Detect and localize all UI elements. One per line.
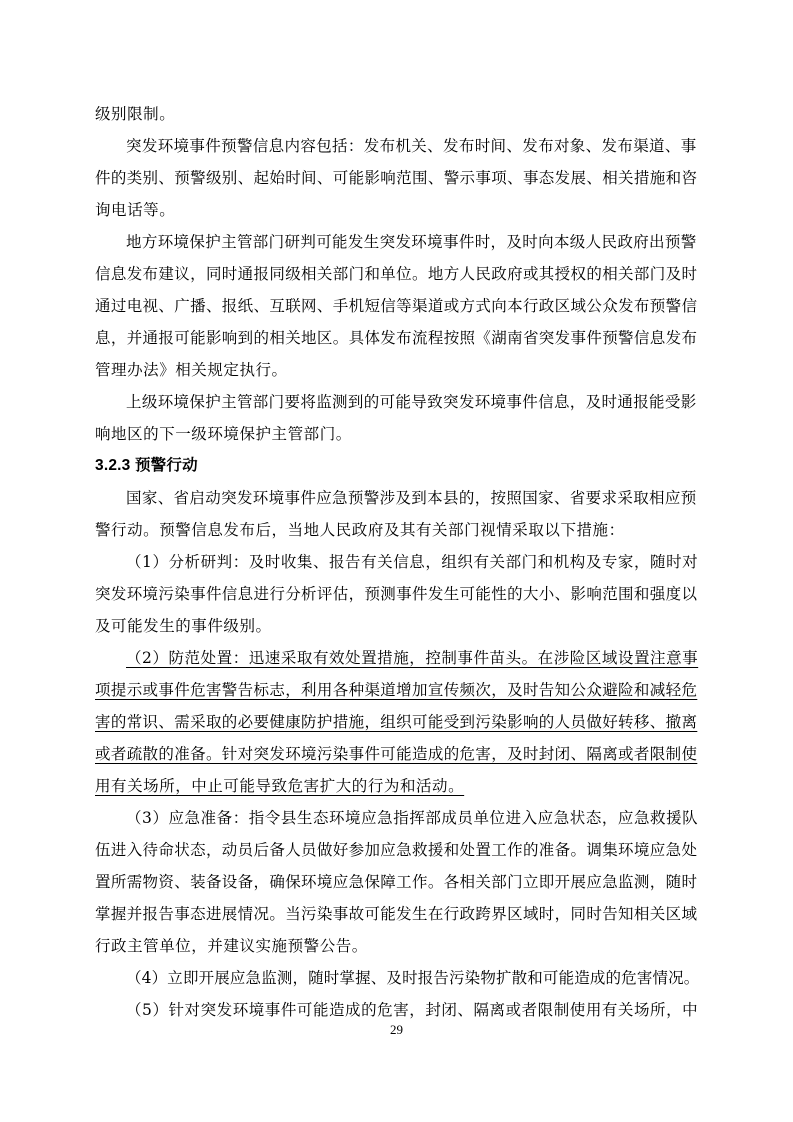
- paragraph-line: （1）分析研判：及时收集、报告有关信息，组织有关部门和机构及专家，随时对: [126, 553, 699, 571]
- section-heading: 3.2.3 预警行动: [95, 457, 198, 474]
- underlined-line: 用有关场所，中止可能导致危害扩大的行为和活动。: [95, 777, 465, 795]
- paragraph-line: 询电话等。: [95, 201, 176, 219]
- paragraph-line: 突发环境污染事件信息进行分析评估，预测事件发生可能性的大小、影响范围和强度以: [95, 585, 698, 603]
- underlined-line: （2）防范处置：迅速采取有效处置措施，控制事件苗头。在涉险区域设置注意事: [126, 649, 699, 667]
- underlined-line: 项提示或事件危害警告标志，利用各种渠道增加宣传频次，及时告知公众避险和减轻危: [95, 681, 698, 699]
- page-number: 29: [390, 1022, 403, 1037]
- paragraph-line: （4）立即开展应急监测，随时掌握、及时报告污染物扩散和可能造成的危害情况。: [126, 969, 700, 987]
- underlined-line: 害的常识、需采取的必要健康防护措施，组织可能受到污染影响的人员做好转移、撤离: [95, 713, 698, 731]
- paragraph-line: 置所需物资、装备设备，确保环境应急保障工作。各相关部门立即开展应急监测，随时: [95, 873, 698, 891]
- paragraph-line: 通过电视、广播、报纸、互联网、手机短信等渠道或方式向本行政区域公众发布预警信: [95, 297, 698, 315]
- paragraph-line: 地方环境保护主管部门研判可能发生突发环境事件时，及时向本级人民政府出预警: [126, 233, 697, 251]
- paragraph-line: 响地区的下一级环境保护主管部门。: [95, 425, 352, 443]
- underlined-line: 或者疏散的准备。针对突发环境污染事件可能造成的危害，及时封闭、隔离或者限制使: [95, 745, 698, 763]
- paragraph-line: 掌握并报告事态进展情况。当污染事故可能发生在行政跨界区域时，同时告知相关区域: [95, 905, 698, 923]
- paragraph-line: 管理办法》相关规定执行。: [95, 361, 288, 379]
- paragraph-line: 警行动。预警信息发布后，当地人民政府及其有关部门视情采取以下措施：: [95, 521, 625, 539]
- paragraph-line: 上级环境保护主管部门要将监测到的可能导致突发环境事件信息，及时通报能受影: [126, 393, 697, 411]
- paragraph-line: 行政主管单位，并建议实施预警公告。: [95, 937, 368, 955]
- paragraph-line: （5）针对突发环境事件可能造成的危害，封闭、隔离或者限制使用有关场所，中: [126, 1001, 699, 1019]
- paragraph-line: 国家、省启动突发环境事件应急预警涉及到本县的，按照国家、省要求采取相应预: [126, 489, 697, 507]
- paragraph-line: 信息发布建议，同时通报同级相关部门和单位。地方人民政府或其授权的相关部门及时: [95, 265, 698, 283]
- paragraph-line: 及可能发生的事件级别。: [95, 617, 272, 635]
- paragraph-line: 级别限制。: [95, 105, 176, 123]
- paragraph-line: 突发环境事件预警信息内容包括：发布机关、发布时间、发布对象、发布渠道、事: [126, 137, 697, 155]
- paragraph-line: 件的类别、预警级别、起始时间、可能影响范围、警示事项、事态发展、相关措施和咨: [95, 169, 698, 187]
- paragraph-line: 息，并通报可能影响到的相关地区。具体发布流程按照《湖南省突发事件预警信息发布: [95, 329, 698, 347]
- paragraph-line: 伍进入待命状态，动员后备人员做好参加应急救援和处置工作的准备。调集环境应急处: [95, 841, 698, 859]
- paragraph-line: （3）应急准备：指令县生态环境应急指挥部成员单位进入应急状态，应急救援队: [126, 809, 699, 827]
